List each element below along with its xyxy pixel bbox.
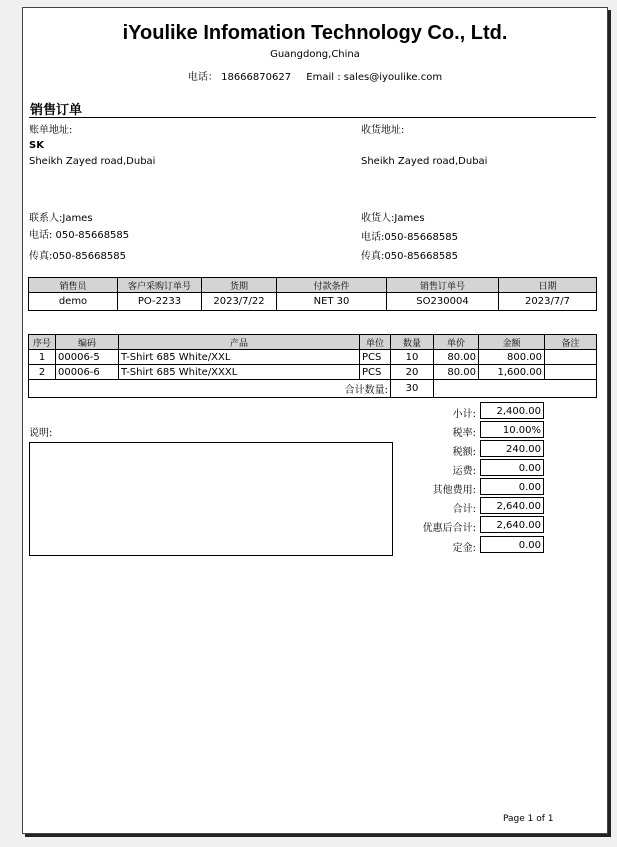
customer-po-value: PO-2233 bbox=[118, 293, 202, 311]
phone-group bbox=[188, 72, 291, 83]
deposit-value: 0.00 bbox=[480, 536, 544, 553]
header-amount: 金额 bbox=[479, 335, 545, 350]
discounted-total-value: 2,640.00 bbox=[480, 516, 544, 533]
row-price: 80.00 bbox=[434, 350, 479, 365]
header-customer-po: 客户采购订单号 bbox=[118, 278, 202, 293]
company-name: iYoulike Infomation Technology Co., Ltd. bbox=[122, 22, 508, 44]
header-product: 产品 bbox=[119, 335, 360, 350]
row-no: 1 bbox=[29, 350, 56, 365]
row-code: 00006-6 bbox=[56, 365, 119, 380]
document-title: 销售订单 bbox=[30, 103, 83, 118]
billing-address: Sheikh Zayed road,Dubai bbox=[29, 156, 156, 167]
order-info-header-row bbox=[29, 278, 597, 293]
header-unit: 单位 bbox=[360, 335, 391, 350]
billing-label: 账单地址: bbox=[29, 125, 73, 136]
tax-rate-label: 税率: bbox=[452, 428, 476, 439]
shipping-fee-value: 0.00 bbox=[480, 459, 544, 476]
billing-fax: 传真:050-85668585 bbox=[29, 251, 126, 262]
table-row bbox=[29, 365, 597, 380]
total-qty-row bbox=[29, 380, 597, 398]
other-fees-label: 其他费用: bbox=[432, 485, 476, 496]
order-info-table bbox=[28, 277, 597, 311]
notes-box bbox=[29, 442, 393, 556]
row-product: T-Shirt 685 White/XXL bbox=[119, 350, 360, 365]
row-amount: 1,600.00 bbox=[479, 365, 545, 380]
header-date: 日期 bbox=[499, 278, 597, 293]
total-qty-value: 30 bbox=[391, 380, 434, 398]
shipping-label: 收货地址: bbox=[361, 125, 405, 136]
items-table bbox=[28, 334, 597, 398]
header-delivery-date: 货期 bbox=[202, 278, 277, 293]
page-number: Page 1 of 1 bbox=[503, 814, 554, 824]
row-price: 80.00 bbox=[434, 365, 479, 380]
salesperson-value: demo bbox=[29, 293, 118, 311]
shipping-address: Sheikh Zayed road,Dubai bbox=[361, 156, 488, 167]
discounted-total-label: 优惠后合计: bbox=[422, 523, 476, 534]
phone-value: 18666870627 bbox=[221, 72, 292, 83]
header-code: 编码 bbox=[56, 335, 119, 350]
delivery-date-value: 2023/7/22 bbox=[202, 293, 277, 311]
row-note bbox=[545, 365, 597, 380]
shipping-fax: 传真:050-85668585 bbox=[361, 251, 458, 262]
table-row bbox=[29, 350, 597, 365]
title-divider bbox=[29, 117, 596, 118]
row-product: T-Shirt 685 White/XXXL bbox=[119, 365, 360, 380]
shipping-phone: 电话:050-85668585 bbox=[361, 232, 458, 243]
date-value: 2023/7/7 bbox=[499, 293, 597, 311]
notes-label: 说明: bbox=[29, 428, 53, 439]
email-label: Email : bbox=[306, 72, 341, 83]
order-info-value-row bbox=[29, 293, 597, 311]
row-amount: 800.00 bbox=[479, 350, 545, 365]
total-qty-filler bbox=[434, 380, 597, 398]
billing-phone: 电话: 050-85668585 bbox=[29, 230, 130, 241]
phone-label: 电话： bbox=[187, 72, 218, 83]
header-salesperson: 销售员 bbox=[29, 278, 118, 293]
row-qty: 20 bbox=[391, 365, 434, 380]
billing-contact: 联系人:James bbox=[29, 213, 93, 224]
row-qty: 10 bbox=[391, 350, 434, 365]
shipping-receiver: 收货人:James bbox=[361, 213, 425, 224]
email-group bbox=[306, 72, 442, 83]
subtotal-value: 2,400.00 bbox=[480, 402, 544, 419]
total-label: 合计: bbox=[452, 504, 476, 515]
row-unit: PCS bbox=[360, 350, 391, 365]
sales-order-no-value: SO230004 bbox=[387, 293, 499, 311]
header-no: 序号 bbox=[29, 335, 56, 350]
tax-amount-label: 税额: bbox=[452, 447, 476, 458]
tax-amount-value: 240.00 bbox=[480, 440, 544, 457]
deposit-label: 定金: bbox=[452, 543, 476, 554]
other-fees-value: 0.00 bbox=[480, 478, 544, 495]
total-qty-label: 合计数量: bbox=[29, 380, 391, 398]
shipping-fee-label: 运费: bbox=[452, 466, 476, 477]
header-payment-terms: 付款条件 bbox=[277, 278, 387, 293]
row-no: 2 bbox=[29, 365, 56, 380]
row-unit: PCS bbox=[360, 365, 391, 380]
billing-name: SK bbox=[29, 140, 44, 151]
subtotal-label: 小计: bbox=[452, 409, 476, 420]
company-contact bbox=[23, 68, 607, 83]
header-qty: 数量 bbox=[391, 335, 434, 350]
header-sales-order-no: 销售订单号 bbox=[387, 278, 499, 293]
document-page bbox=[22, 7, 608, 834]
payment-terms-value: NET 30 bbox=[277, 293, 387, 311]
header-price: 单价 bbox=[434, 335, 479, 350]
items-header-row bbox=[29, 335, 597, 350]
email-value: sales@iyoulike.com bbox=[343, 72, 443, 83]
header-note: 备注 bbox=[545, 335, 597, 350]
row-code: 00006-5 bbox=[56, 350, 119, 365]
tax-rate-value: 10.00% bbox=[480, 421, 544, 438]
total-value: 2,640.00 bbox=[480, 497, 544, 514]
row-note bbox=[545, 350, 597, 365]
company-address: Guangdong,China bbox=[270, 49, 360, 60]
